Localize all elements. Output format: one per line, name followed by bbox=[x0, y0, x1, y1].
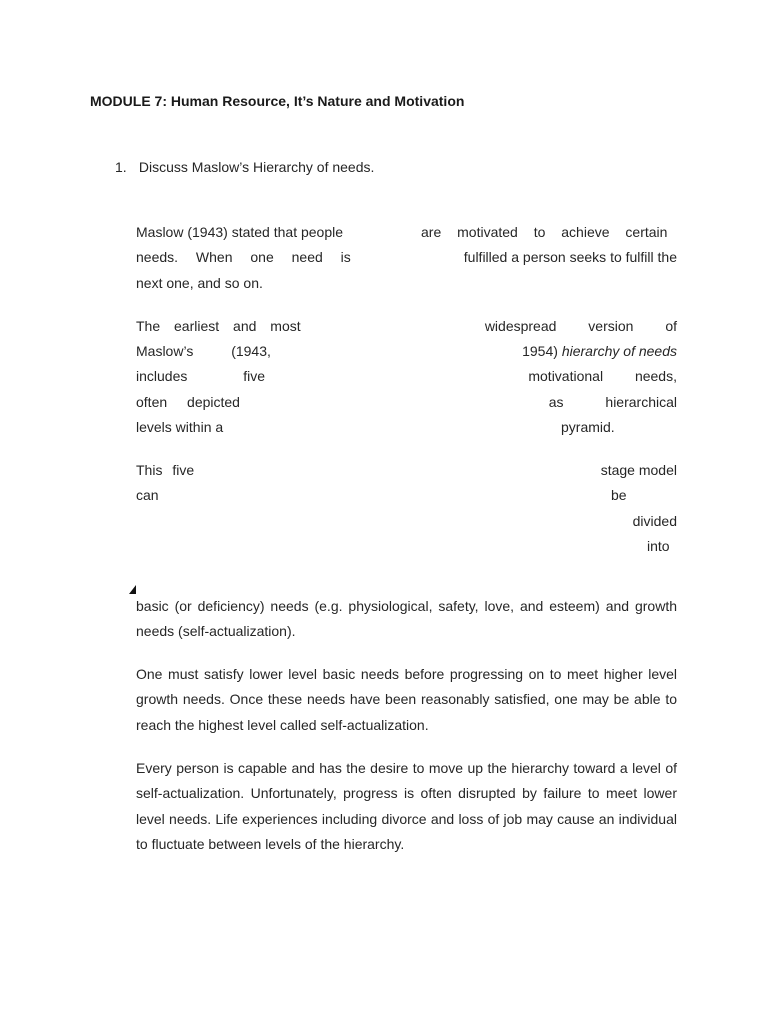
question-number: 1. bbox=[115, 159, 127, 175]
text-line: stage model bbox=[600, 462, 677, 478]
text-line: Maslow’s (1943, bbox=[136, 343, 271, 359]
paragraph-basic-needs: basic (or deficiency) needs (e.g. physiological, safety, love, and esteem) and growth needs (self-actualization). bbox=[136, 598, 677, 640]
text-line: needs. When one need is bbox=[136, 249, 351, 265]
text-line: next one, and so on. bbox=[136, 275, 263, 291]
text-line: levels within a bbox=[136, 419, 224, 435]
text-line: into bbox=[647, 538, 670, 554]
paragraph-every-person: Every person is capable and has the desire to move up the hierarchy toward a level of self-actualization. Unfortunately, progress is often disrupted by failure to meet lower level needs. Life experiences including divorce and loss of job may cause an individual to fluctuate between levels of the hierarchy. bbox=[136, 760, 677, 852]
text-line: widespread version of bbox=[484, 318, 677, 334]
paragraph-lower-level: One must satisfy lower level basic needs before progressing on to meet higher level growth needs. Once these needs have been reasonably satisfied, one may be able to reach the highest level called self-actualization. bbox=[136, 666, 677, 733]
question-item bbox=[115, 159, 374, 175]
text-line bbox=[522, 343, 677, 360]
italic-term: hierarchy of needs bbox=[561, 343, 677, 359]
text-line: pyramid. bbox=[561, 419, 615, 435]
text-line: This five bbox=[136, 462, 195, 478]
text-line: often depicted bbox=[136, 394, 240, 410]
text-line: be bbox=[611, 487, 627, 503]
text-line: can bbox=[136, 487, 159, 503]
year-text: 1954) bbox=[522, 343, 558, 359]
text-line: are motivated to achieve certain bbox=[421, 224, 668, 240]
question-text: Discuss Maslow’s Hierarchy of needs. bbox=[138, 159, 375, 175]
page-title: MODULE 7: Human Resource, It’s Nature and Motivation bbox=[90, 93, 465, 109]
text-line: motivational needs, bbox=[528, 368, 677, 384]
text-line: The earliest and most bbox=[136, 318, 301, 334]
text-line: includes five bbox=[136, 368, 266, 384]
text-line: Maslow (1943) stated that people bbox=[136, 224, 344, 240]
anchor-marker-icon bbox=[129, 585, 136, 594]
text-line: as hierarchical bbox=[548, 394, 677, 410]
text-line: fulfilled a person seeks to fulfill the bbox=[463, 249, 677, 265]
text-line: divided bbox=[632, 513, 677, 529]
